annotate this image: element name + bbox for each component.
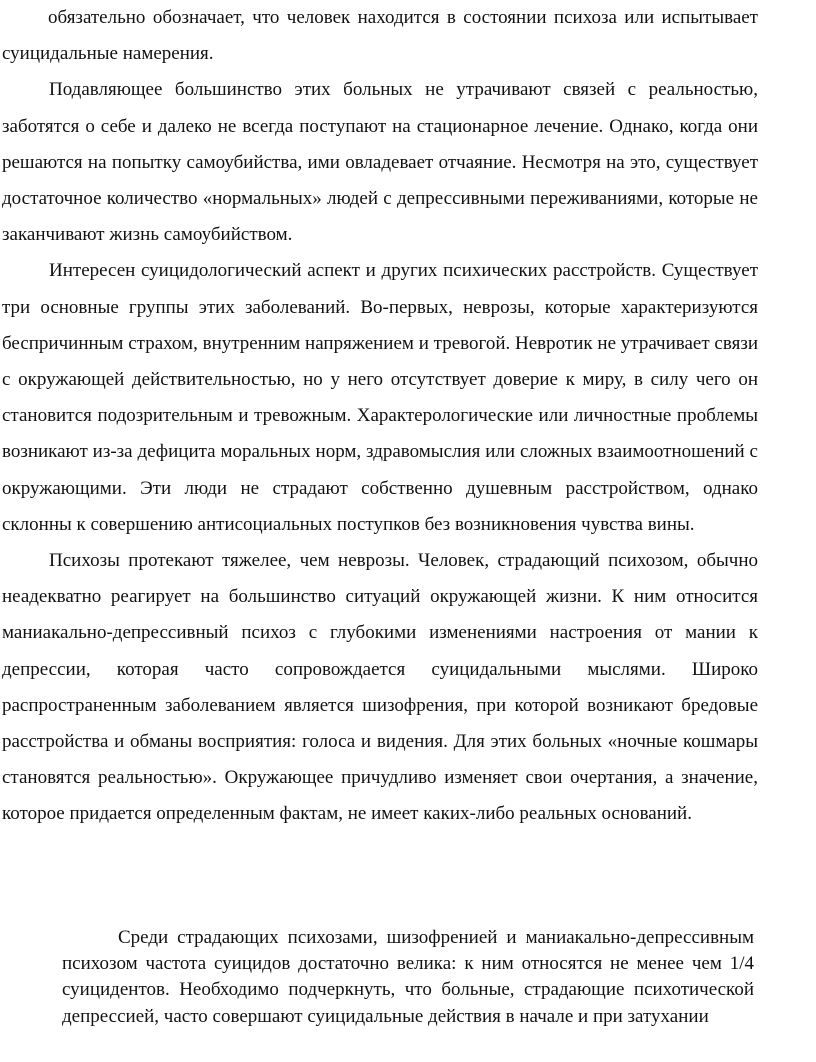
paragraph-suicide-frequency: Среди страдающих психозами, шизофренией и маниакально-депрессивным психозом частота суицидов достаточно велика: к ним относятся не менее чем 1/4 суицидентов. Необходимо подчеркнуть, что больные, страдающие психотической депрессией, часто совершают суицидальные действия в начале и при затухании bbox=[62, 927, 754, 1027]
paragraph-continuation: обязательно обозначает, что человек находится в состоянии психоза или испытывает суицидальные намерения. bbox=[2, 7, 758, 65]
paragraph-neuroses: Интересен суицидологический аспект и других психических расстройств. Существует три основные группы этих заболеваний. Во-первых, неврозы, которые характеризуются беспричинным страхом, внутренним напряжением и тревогой. Невротик не утрачивает связи с окружающей действительностью, но у него отсутствует доверие к миру, в силу чего он становится подозрительным и тревожным. Характерологические или личностные проблемы возникают из-за дефицита моральных норм, здравомыслия или сложных взаимоотношений с окружающими. Эти люди не страдают собственно душевным расстройством, однако склонны к совершению антисоциальных поступков без возникновения чувства вины. bbox=[2, 260, 758, 535]
indented-block bbox=[62, 925, 754, 1030]
main-text bbox=[2, 0, 758, 833]
paragraph-depressed-patients: Подавляющее большинство этих больных не утрачивают связей с реальностью, заботятся о себе и далеко не всегда поступают на стационарное лечение. Однако, когда они решаются на попытку самоубийства, ими овладевает отчаяние. Несмотря на это, существует достаточное количество «нормальных» людей с депрессивными переживаниями, которые не заканчивают жизнь самоубийством. bbox=[2, 79, 758, 246]
paragraph-psychoses: Психозы протекают тяжелее, чем неврозы. Человек, страдающий психозом, обычно неадекватно реагирует на большинство ситуаций окружающей жизни. К ним относится маниакально-депрессивный психоз с глубокими изменениями настроения от мании к депрессии, которая часто сопровождается суицидальными мыслями. Широко распространенным заболеванием является шизофрения, при которой возникают бредовые расстройства и обманы восприятия: голоса и видения. Для этих больных «ночные кошмары становятся реальностью». Окружающее причудливо изменяет свои очертания, а значение, которое придается определенным фактам, не имеет каких-либо реальных оснований. bbox=[2, 550, 758, 825]
